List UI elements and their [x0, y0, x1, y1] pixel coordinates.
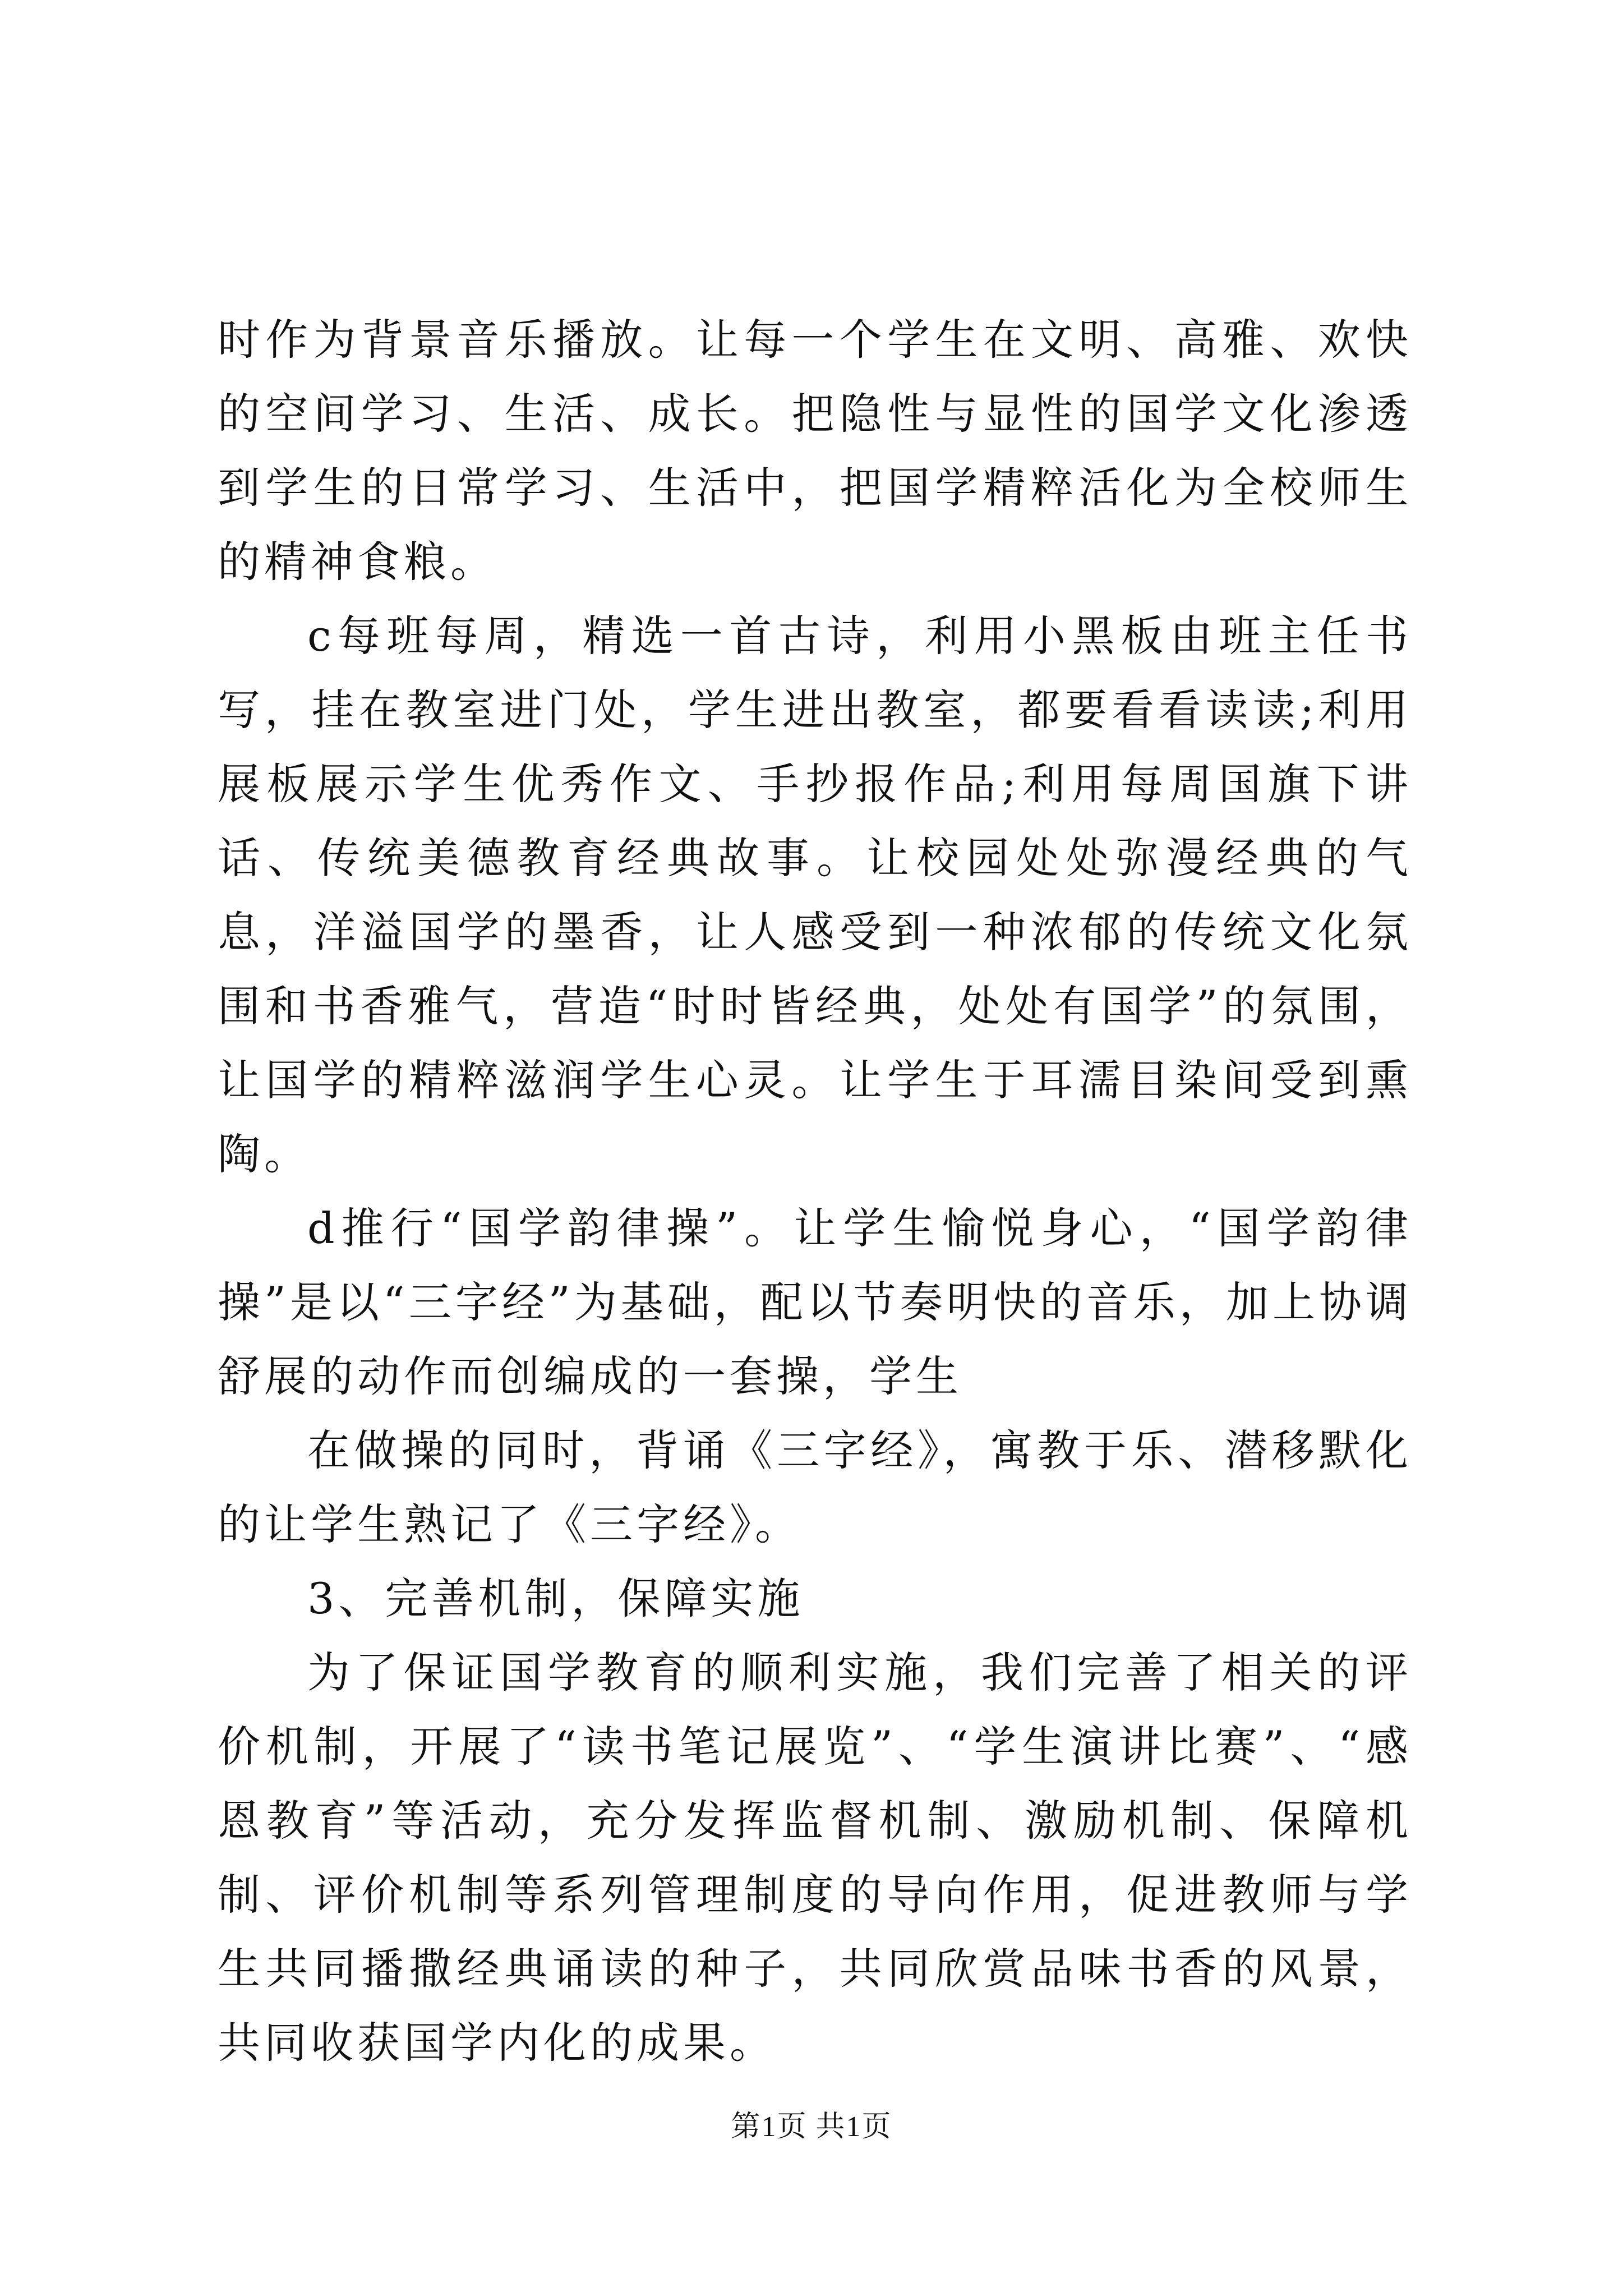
- page-footer: 第1页 共1页: [731, 2111, 892, 2143]
- paragraph-rhythm-exercise: d推行“国学韵律操”。让学生愉悦身心，“国学韵律操”是以“三字经”为基础，配以节奏明快的音乐，加上协调舒展的动作而创编成的一套操，学生: [218, 1203, 1412, 1401]
- section-heading-mechanism: 3、完善机制，保障实施: [307, 1573, 804, 1623]
- paragraph-classroom-poems: c每班每周，精选一首古诗，利用小黑板由班主任书写，挂在教室进门处，学生进出教室，都要看看读读;利用展板展示学生优秀作文、手抄报作品;利用每周国旗下讲话、传统美德教育经典故事。让校园处处弥漫经典的气息，洋溢国学的墨香，让人感受到一种浓郁的传统文化氛围和书香雅气，营造“时时皆经典，处处有国学”的氛围，让国学的精粹滋润学生心灵。让学生于耳濡目染间受到熏陶。: [218, 611, 1412, 1179]
- document-body: [218, 303, 1412, 2080]
- paragraph-background-music: 时作为背景音乐播放。让每一个学生在文明、高雅、欢快的空间学习、生活、成长。把隐性与显性的国学文化渗透到学生的日常学习、生活中，把国学精粹活化为全校师生的精神食粮。: [218, 315, 1412, 587]
- paragraph-evaluation-mechanism: 为了保证国学教育的顺利实施，我们完善了相关的评价机制，开展了“读书笔记展览”、“学生演讲比赛”、“感恩教育”等活动，充分发挥监督机制、激励机制、保障机制、评价机制等系列管理制度的导向作用，促进教师与学生共同播撒经典诵读的种子，共同欣赏品味书香的风景，共同收获国学内化的成果。: [218, 1648, 1412, 2068]
- paragraph-recite-sanzijing: 在做操的同时，背诵《三字经》，寓教于乐、潜移默化的让学生熟记了《三字经》。: [218, 1425, 1412, 1549]
